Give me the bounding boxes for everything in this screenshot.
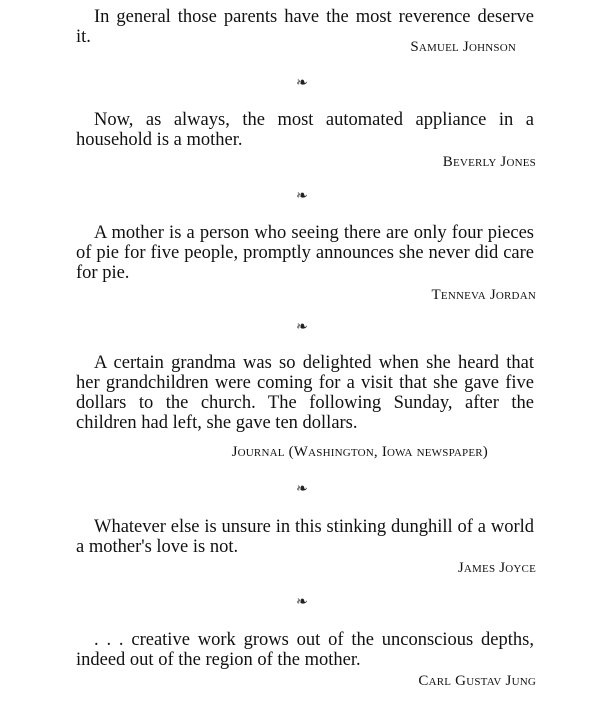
fleuron-ornament-icon: ❧ xyxy=(296,481,308,497)
quote-author-5: James Joyce xyxy=(457,560,536,576)
fleuron-ornament-icon: ❧ xyxy=(296,188,308,204)
fleuron-ornament-icon: ❧ xyxy=(296,594,308,610)
quote-text-4: A certain grandma was so delighted when she heard that her grandchildren were coming for a visit that she gave five dollars to the church. The following Sunday, after the children had left, she gave ten dollars. xyxy=(76,353,534,433)
quote-author-2: Beverly Jones xyxy=(442,154,536,170)
quote-text-2: Now, as always, the most automated appliance in a household is a mother. xyxy=(76,110,534,150)
quote-author-6: Carl Gustav Jung xyxy=(418,673,536,689)
fleuron-ornament-icon: ❧ xyxy=(296,75,308,91)
quote-text-5: Whatever else is unsure in this stinking dunghill of a world a mother's love is not. xyxy=(76,517,534,557)
fleuron-ornament-icon: ❧ xyxy=(296,319,308,335)
quote-text-6: . . . creative work grows out of the unconscious depths, indeed out of the region of the mother. xyxy=(76,630,534,670)
quote-text-3: A mother is a person who seeing there are only four pieces of pie for five people, promptly announces she never did care for pie. xyxy=(76,223,534,283)
quote-author-3: Tenneva Jordan xyxy=(431,287,536,303)
quote-text-1: In general those parents have the most reverence deserve it. xyxy=(76,7,534,47)
quote-author-1: Samuel Johnson xyxy=(410,39,516,55)
quote-author-4: Journal (Washington, Iowa newspaper) xyxy=(231,444,488,460)
